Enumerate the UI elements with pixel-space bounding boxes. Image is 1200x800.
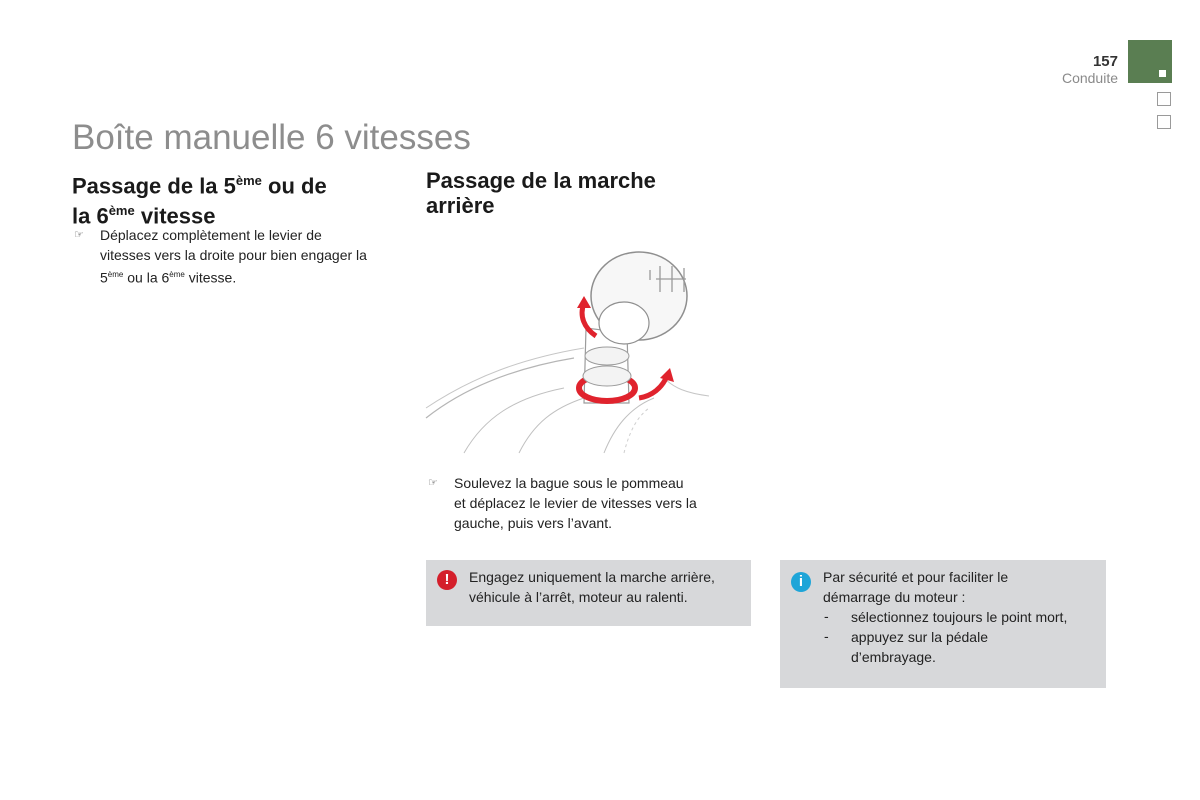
hand-pointer-icon: ☞ <box>428 477 438 489</box>
section-tab-box[interactable] <box>1157 92 1171 106</box>
warning-text: Engagez uniquement la marche arrière, véhicule à l’arrêt, moteur au ralenti. <box>469 569 715 605</box>
page-title: Boîte manuelle 6 vitesses <box>72 118 471 157</box>
section-label: Conduite <box>1061 70 1118 86</box>
info-icon: i <box>791 572 811 592</box>
list-dash: - <box>824 608 829 624</box>
instruction-reverse: Soulevez la bague sous le pommeau et déplacez le levier de vitesses vers la gauche, puis vers l’avant. <box>454 475 697 531</box>
instruction-5th-6th: Déplacez complètement le levier de vitesses vers la droite pour bien engager la 5ème ou la 6ème vitesse. <box>100 227 367 286</box>
heading-reverse-gear: Passage de la marche arrière <box>426 168 656 218</box>
warning-exclamation-icon: ! <box>437 570 457 590</box>
active-tab-marker <box>1159 70 1166 77</box>
gear-lever-reverse-illustration <box>424 248 714 458</box>
page-number: 157 <box>1092 53 1118 70</box>
info-list-item: sélectionnez toujours le point mort, <box>851 609 1068 625</box>
list-dash: - <box>824 628 829 644</box>
hand-pointer-icon: ☞ <box>74 229 84 241</box>
section-tab-box[interactable] <box>1157 115 1171 129</box>
info-text: Par sécurité et pour faciliter le démarrage du moteur : <box>823 569 1009 605</box>
info-list-item: appuyez sur la pédale d’embrayage. <box>851 629 988 665</box>
heading-5th-6th-gear: Passage de la 5ème ou de la 6ème vitesse <box>72 173 327 229</box>
